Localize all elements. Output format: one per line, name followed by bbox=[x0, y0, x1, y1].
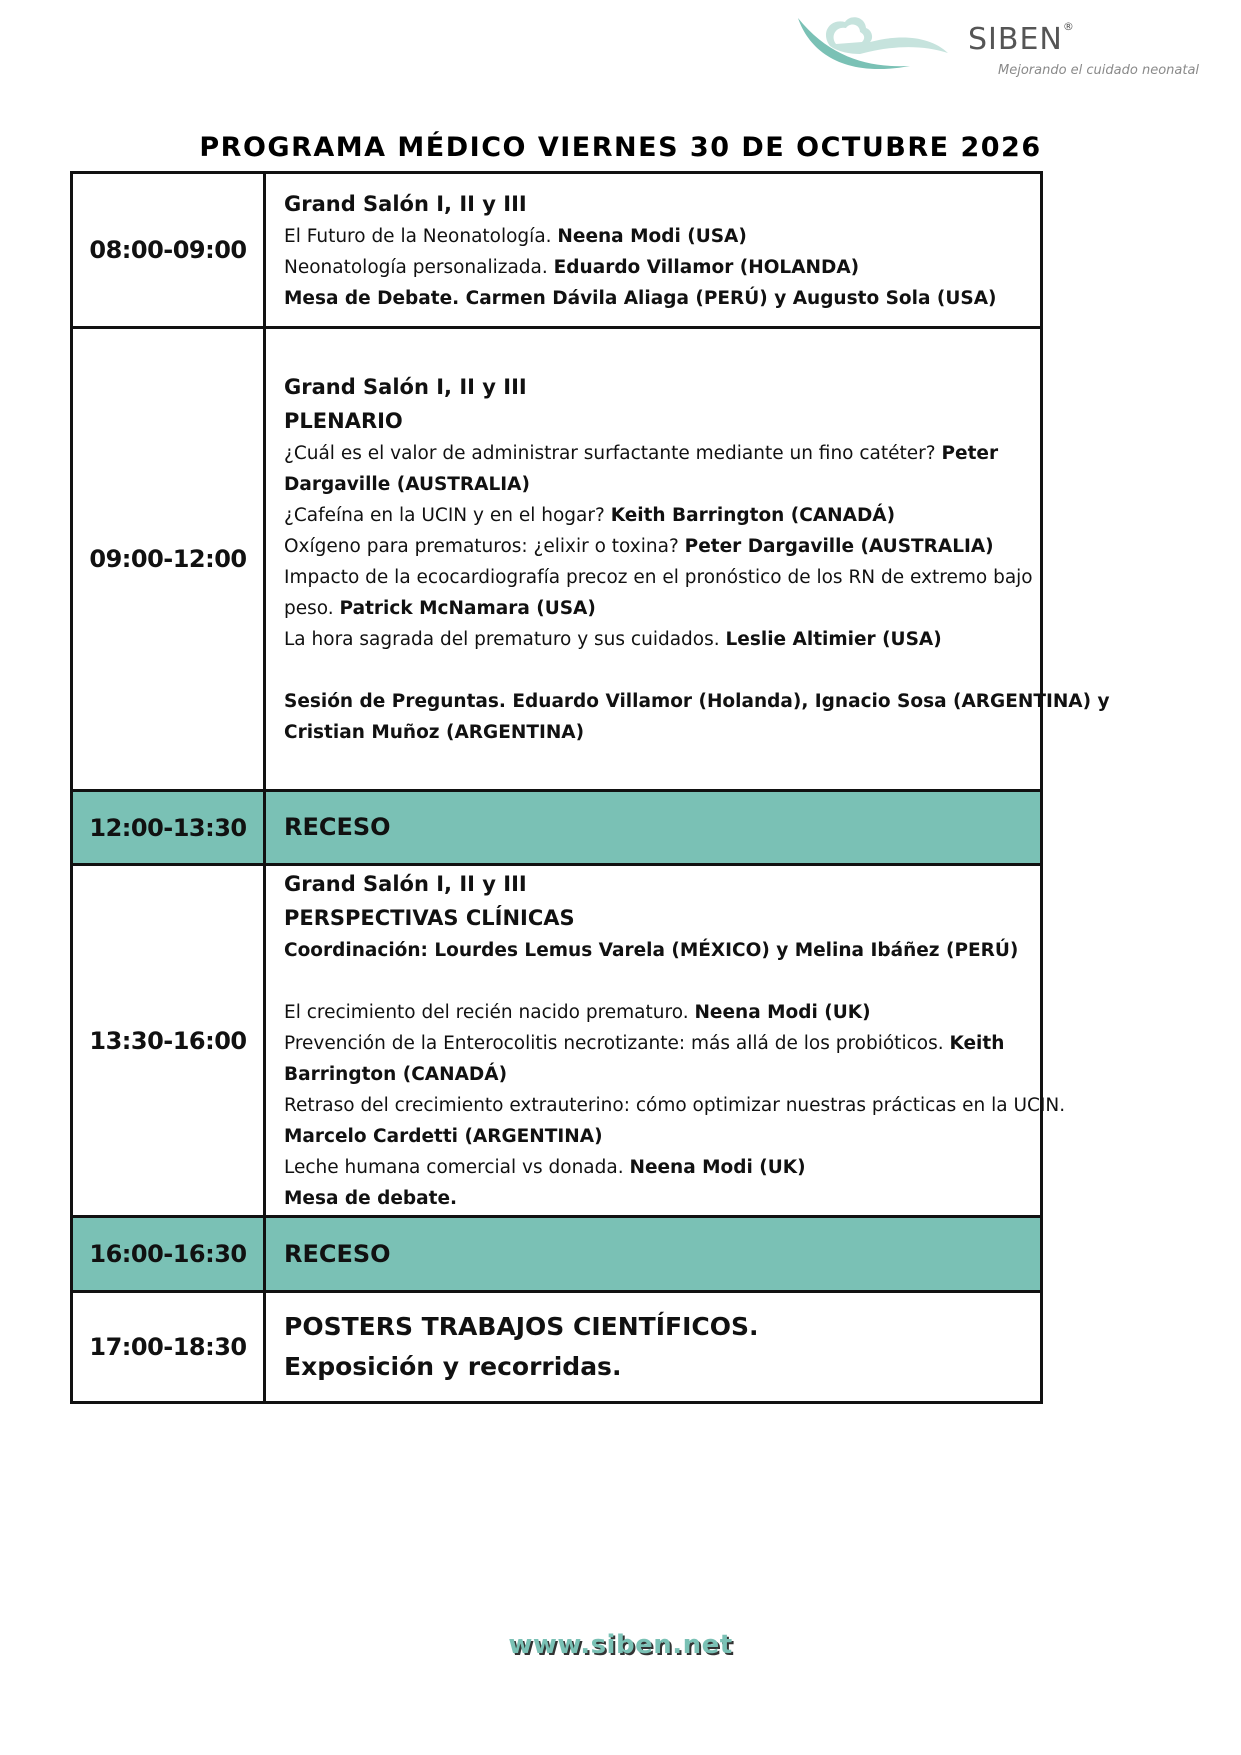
talk-line: peso. Patrick McNamara (USA) bbox=[284, 598, 596, 619]
talk-line: Sesión de Preguntas. Eduardo Villamor (Holanda), Ignacio Sosa (ARGENTINA) y bbox=[284, 691, 1110, 712]
talk-line: Marcelo Cardetti (ARGENTINA) bbox=[284, 1126, 603, 1147]
talk-line: Impacto de la ecocardiografía precoz en el pronóstico de los RN de extremo bajo bbox=[284, 567, 1033, 588]
talk-line: ¿Cuál es el valor de administrar surfactante mediante un fino catéter? Peter bbox=[284, 443, 999, 464]
time-slot: 09:00-12:00 bbox=[73, 329, 266, 789]
talk-line: Prevención de la Enterocolitis necrotizante: más allá de los probióticos. Keith bbox=[284, 1033, 1005, 1054]
logo-tagline: Mejorando el cuidado neonatal bbox=[998, 63, 1200, 78]
schedule-row bbox=[73, 174, 1040, 326]
schedule-row bbox=[73, 1290, 1040, 1401]
website-link[interactable]: www.siben.net bbox=[508, 1630, 733, 1660]
talk-line: ¿Cafeína en la UCIN y en el hogar? Keith Barrington (CANADÁ) bbox=[284, 505, 896, 526]
room-name: Grand Salón I, II y III bbox=[284, 191, 527, 216]
spacer bbox=[284, 966, 1065, 997]
talk-line: La hora sagrada del prematuro y sus cuidados. Leslie Altimier (USA) bbox=[284, 629, 942, 650]
spacer bbox=[284, 655, 1110, 686]
logo-wave-icon bbox=[790, 8, 970, 88]
time-slot: 16:00-16:30 bbox=[73, 1218, 266, 1290]
recess-row bbox=[73, 789, 1040, 863]
talk-line: Neonatología personalizada. Eduardo Villamor (HOLANDA) bbox=[284, 256, 860, 278]
session-content bbox=[266, 329, 1128, 789]
room-name: Grand Salón I, II y III bbox=[284, 872, 527, 896]
session-content bbox=[266, 792, 1040, 863]
talk-line: Mesa de debate. bbox=[284, 1188, 458, 1209]
talk-line: Leche humana comercial vs donada. Neena Modi (UK) bbox=[284, 1157, 806, 1178]
page-title: PROGRAMA MÉDICO VIERNES 30 DE OCTUBRE 2026 bbox=[199, 132, 1042, 163]
talk-line: El crecimiento del recién nacido prematuro. Neena Modi (UK) bbox=[284, 1002, 871, 1023]
time-slot: 08:00-09:00 bbox=[73, 174, 266, 326]
talk-line: Dargaville (AUSTRALIA) bbox=[284, 474, 530, 495]
session-content bbox=[266, 866, 1083, 1215]
schedule-table bbox=[70, 171, 1110, 1404]
posters-subtitle: Exposición y recorridas. bbox=[284, 1352, 622, 1381]
recess-row bbox=[73, 1215, 1040, 1290]
schedule-row bbox=[73, 326, 1110, 789]
section-title: PLENARIO bbox=[284, 409, 403, 433]
room-name: Grand Salón I, II y III bbox=[284, 375, 527, 399]
schedule-row bbox=[73, 863, 1066, 1215]
talk-line: Barrington (CANADÁ) bbox=[284, 1064, 508, 1085]
time-slot: 13:30-16:00 bbox=[73, 866, 266, 1215]
logo-name: SIBEN® bbox=[968, 20, 1075, 57]
talk-line: Retraso del crecimiento extrauterino: cómo optimizar nuestras prácticas en la UCIN. bbox=[284, 1095, 1066, 1116]
session-content bbox=[266, 174, 1040, 326]
time-slot: 12:00-13:30 bbox=[73, 792, 266, 863]
posters-title: POSTERS TRABAJOS CIENTÍFICOS. bbox=[284, 1312, 759, 1341]
recess-label: RECESO bbox=[284, 1239, 391, 1268]
talk-line: Cristian Muñoz (ARGENTINA) bbox=[284, 722, 585, 743]
talk-line: Oxígeno para prematuros: ¿elixir o toxina? Peter Dargaville (AUSTRALIA) bbox=[284, 536, 994, 557]
time-slot: 17:00-18:30 bbox=[73, 1293, 266, 1401]
coordination-line: Coordinación: Lourdes Lemus Varela (MÉXICO) y Melina Ibáñez (PERÚ) bbox=[284, 940, 1019, 961]
session-content bbox=[266, 1218, 1040, 1290]
session-content bbox=[266, 1293, 1040, 1401]
talk-line: Mesa de Debate. Carmen Dávila Aliaga (PERÚ) y Augusto Sola (USA) bbox=[284, 287, 997, 309]
section-title: PERSPECTIVAS CLÍNICAS bbox=[284, 906, 575, 930]
siben-logo bbox=[790, 8, 1220, 88]
recess-label: RECESO bbox=[284, 813, 391, 841]
talk-line: El Futuro de la Neonatología. Neena Modi (USA) bbox=[284, 225, 747, 247]
